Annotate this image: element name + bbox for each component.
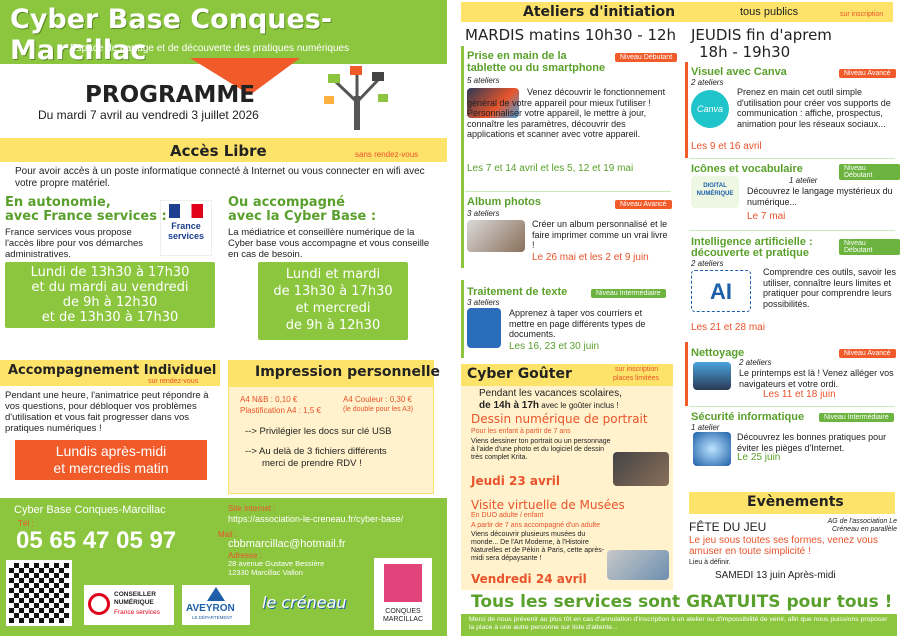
visite-age: A partir de 7 ans accompagné d'un adulte [471,522,600,529]
j3-title1: Intelligence artificielle : [691,236,813,248]
a2-title: Album photos [467,196,541,208]
museum-image [607,550,669,580]
divider [689,230,895,231]
j4-dates: Les 11 et 18 juin [763,389,836,400]
gouter-l2b: avec le goûter inclus ! [539,401,619,410]
j2-count: 1 atelier [789,176,818,185]
gouter-tag1: sur inscription [615,366,659,373]
j4-count: 2 ateliers [739,358,772,367]
tous-publics: tous publics [740,6,799,18]
impression-usb: --> Privilégier les docs sur clé USB [245,426,392,437]
j3-tag: Niveau Débutant [839,239,900,255]
word-document-icon [467,308,501,348]
j2-dates: Le 7 mai [747,211,786,222]
acces-libre-tag: sans rendez-vous [355,150,419,159]
a3-tag: Niveau Intermédiaire [591,289,666,298]
impression-limit: --> Au delà de 3 fichiers différents [245,446,387,457]
site-label: Site Internet : [228,504,276,513]
events-title: Evènements [747,494,844,510]
accomp-text: Pendant une heure, l'animatrice peut répondre à vos questions, pour débloquer vos problèmes d'utilisation et vous fait progresser dans vos pratiques numériques ! [5,390,209,434]
tel-number[interactable]: 05 65 47 05 97 [16,527,177,554]
a1-count: 5 ateliers [467,76,500,85]
event-place: Lieu à définir. [689,559,731,566]
price-plastif: Plastification A4 : 1,5 € [240,406,321,415]
addr1: 28 avenue Gustave Bessière [228,559,325,568]
j4-title: Nettoyage [691,347,745,359]
qr-code [6,560,72,626]
addr-label: Adresse : [228,551,262,560]
j3-count: 2 ateliers [691,259,724,268]
conques-logo: CONQUES MARCILLAC [374,558,432,630]
j5-tag: Niveau Intermédiaire [819,413,894,422]
price-color: A4 Couleur : 0,30 € [343,395,412,404]
event-ag: AG de l'association Le Créneau en parallèle [827,518,897,533]
col2-title1: Ou accompagné [228,195,345,210]
site-link[interactable]: https://association-le-creneau.fr/cyber-base/ [228,514,404,524]
j2-text: Découvrez le langage mystérieux du numérique... [747,186,893,207]
tree-illustration [322,66,392,134]
j5-count: 1 atelier [691,423,720,432]
divider [689,158,895,159]
a1-title1: Prise en main de la [467,50,567,62]
visite-sub: En DUO adulte / enfant [471,512,544,519]
tel-label: Tél : [18,519,34,528]
france-services-logo: France services [160,200,212,256]
gouter-l1: Pendant les vacances scolaires, [479,388,622,399]
col2-text: La médiatrice et conseillère numérique de la Cyber base vous accompagne et vous conseille en cas de besoin. [228,227,430,260]
col1-title2: avec France services : [5,209,167,224]
visite-date: Vendredi 24 avril [471,572,587,586]
acces-libre-title: Accès Libre [170,142,267,160]
j2-tag: Niveau Débutant [839,164,900,180]
visite-text: Viens découvrir plusieurs musées du monde... De l'Art Moderne, à l'Histoire Naturelles et de Pékin à Paris, cette après-midi sera dépaysante ! [471,531,605,562]
acces-intro: Pour avoir accès à un poste informatique connecté à Internet ou vous connecter en wifi avec votre propre matériel. [15,166,425,189]
a3-title: Traitement de texte [467,286,568,298]
free-banner: Tous les services sont GRATUITS pour tous ! [471,592,893,612]
j4-tag: Niveau Avancé [839,349,896,358]
contact-name: Cyber Base Conques-Marcillac [14,504,166,516]
footer-note: Merci de nous prévenir au plus tôt en cas d'annulation d'inscription à un atelier ou d'impossibilité de venir, afin que nous puissions proposer la place à une autre personne sur liste d'attente... [469,616,888,631]
addr2: 12330 Marcillac Vallon [228,568,303,577]
j3-title2: découverte et pratique [691,247,809,259]
j3-text: Comprendre ces outils, savoir les utiliser, connaître leurs limites et pratiquer pour comprendre leurs possibilités. [763,267,897,309]
accomp-title: Accompagnement Individuel [8,363,217,378]
price-nb: A4 N&B : 0,10 € [240,395,298,404]
event-date: SAMEDI 13 juin Après-midi [715,570,836,581]
col1-hours: Lundi de 13h30 à 17h30 et du mardi au vendredi de 9h à 12h30 et de 13h30 à 17h30 [5,262,215,328]
right-page [457,0,900,636]
j5-title: Sécurité informatique [691,411,805,423]
j5-dates: Le 25 juin [737,452,781,463]
jeudis-header2: 18h - 19h30 [699,43,791,61]
mail-link[interactable]: cbbmarcillac@hotmail.fr [228,538,346,550]
a3-count: 3 ateliers [467,298,500,307]
subtitle: Espace de partage et de découverte des pratiques numériques [70,43,350,54]
accomp-tag: sur rendez-vous [148,378,199,385]
a2-text: Créer un album personnalisé et le faire imprimer comme un vrai livre ! [532,219,668,250]
col2-title2: avec la Cyber Base : [228,209,377,224]
ai-icon: AI [691,270,751,312]
photo-album-icon [467,220,525,252]
krita-screenshot [613,452,669,486]
le-creneau-logo: le créneau [262,593,347,612]
j2-title: Icônes et vocabulaire [691,163,803,175]
canva-icon: Canva [691,90,729,128]
inscription-tag: sur inscription [840,11,884,18]
gouter-tag2: places limitées [613,375,659,382]
cleaning-icon [693,362,731,390]
col2-hours: Lundi et mardi de 13h30 à 17h30 et mercredi de 9h à 12h30 [258,262,408,340]
j3-dates: Les 21 et 28 mai [691,322,765,333]
programme-title: PROGRAMME [85,82,255,108]
j5-text: Découvrez les bonnes pratiques pour éviter les pièges d'Internet. [737,432,887,453]
j1-text: Prenez en main cet outil simple d'utilisation pour créer vos supports de communication : affiche, prospectus, animation pour les réseaux sociaux... [737,87,891,129]
period: Du mardi 7 avril au vendredi 3 juillet 2026 [38,108,259,122]
digital-icon: DIGITAL NUMÉRIQUE [691,176,739,208]
impression-title: Impression personnelle [255,364,441,380]
accomp-days: Lundis après-midi et mercredis matin [15,440,207,480]
j1-tag: Niveau Avancé [839,69,896,78]
dessin-title: Dessin numérique de portrait [471,412,648,426]
col1-title1: En autonomie, [5,195,111,210]
left-page [0,0,447,636]
a3-text: Apprenez à taper vos courriers et mettre en page différents types de documents. [509,308,646,339]
a1-title2: tablette ou du smartphone [467,62,606,74]
divider [689,406,895,407]
dessin-age: Pour les enfant à partir de 7 ans [471,428,571,435]
price-a3: (le double pour les A3) [343,406,414,413]
divider [465,191,671,192]
a3-dates: Les 16, 23 et 30 juin [509,341,600,352]
impression-rdv: merci de prendre RDV ! [262,458,362,469]
event-name: FÊTE DU JEU [689,520,767,534]
col1-text: France services vous propose l'accès libre pour vos démarches administratives. [5,227,144,260]
main-title: Cyber Base Conques-Marcillac [10,4,333,66]
dessin-date: Jeudi 23 avril [471,474,560,488]
gouter-title: Cyber Goûter [467,366,572,382]
a2-dates: Le 26 mai et les 2 et 9 juin [532,252,649,263]
jeudis-header1: JEUDIS fin d'aprem [691,26,832,44]
j1-title: Visuel avec Canva [691,66,787,78]
gouter-hours: de 14h à 17h [479,400,540,411]
visite-title: Visite virtuelle de Musées [471,498,625,512]
j1-dates: Les 9 et 16 avril [691,141,762,152]
a1-tag: Niveau Débutant [615,53,677,62]
a1-text: Venez découvrir le fonctionnement général de votre appareil pour mieux l'utiliser ! Personnaliser votre appareil, le mettre à jour, connaître les paramètres, découvrir des applications et scanner avec votre appareil. [467,87,666,139]
j4-text: Le printemps est là ! Venez alléger vos navigateurs et votre ordi. [739,368,894,389]
mail-label: Mail : [218,530,238,539]
security-icon [693,432,731,466]
a2-count: 3 ateliers [467,209,500,218]
a2-tag: Niveau Avancé [615,200,672,209]
conseiller-logo: CONSEILLER NUMÉRIQUE France services [84,585,174,625]
j1-count: 2 ateliers [691,78,724,87]
event-text: Le jeu sous toutes ses formes, venez vous amuser en toute simplicité ! [689,535,878,557]
mardis-header: MARDIS matins 10h30 - 12h [465,26,677,44]
aveyron-logo: AVEYRON LE DÉPARTEMENT [182,585,250,625]
ateliers-title: Ateliers d'initiation [523,4,676,20]
dessin-text: Viens dessiner ton portrait ou un personnage à l'aide d'une photo et du logiciel de dessin très complet Krita. [471,438,611,461]
a1-dates: Les 7 et 14 avril et les 5, 12 et 19 mai [467,163,634,174]
